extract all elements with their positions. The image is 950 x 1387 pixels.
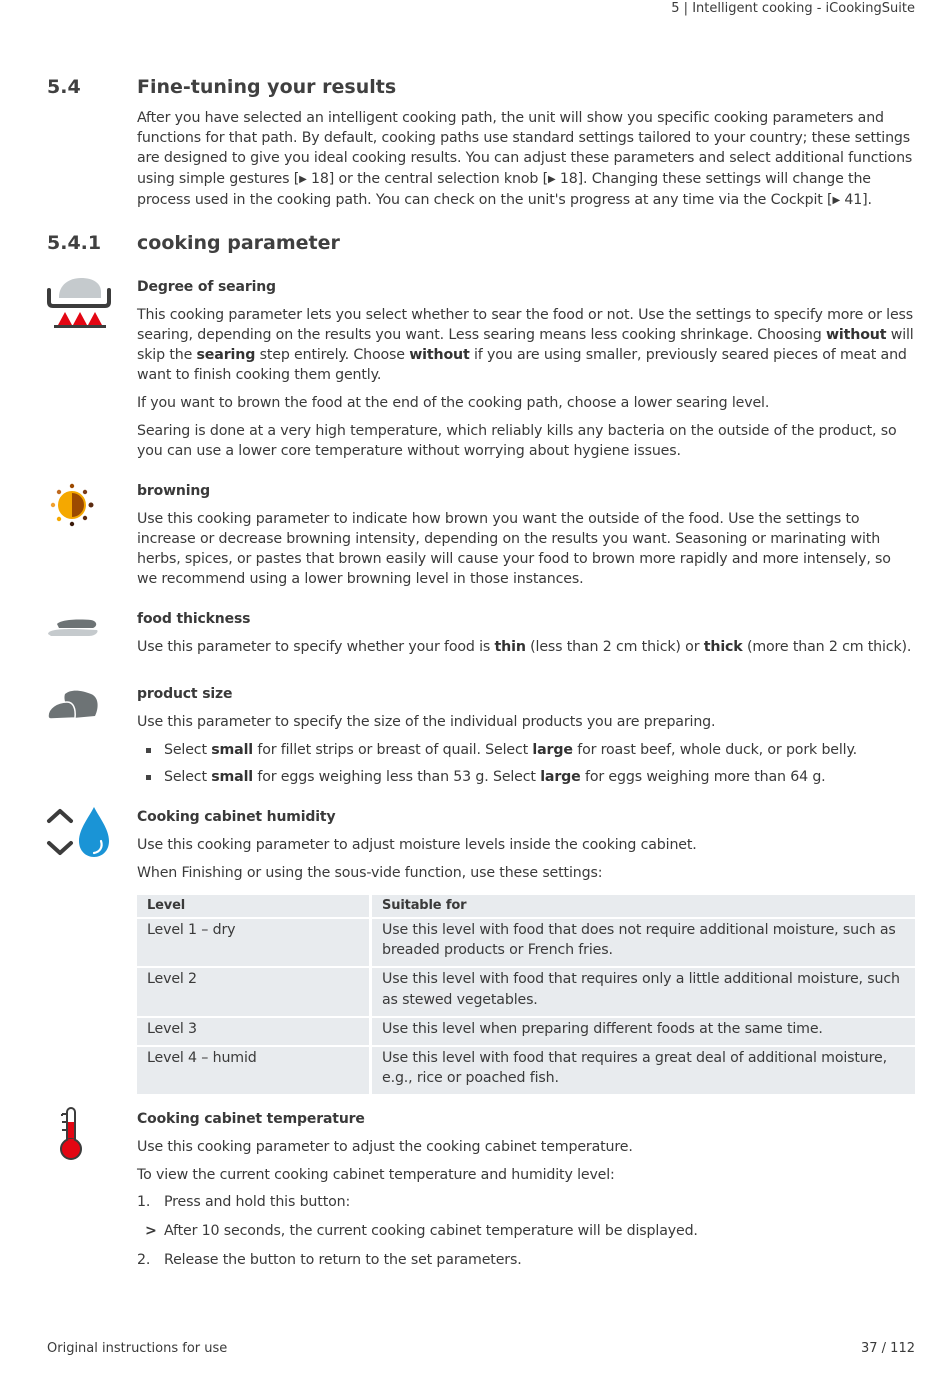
- page-number: 37 / 112: [861, 1341, 915, 1356]
- product-size-title: product size: [137, 686, 233, 702]
- food-thickness-icon: [45, 616, 101, 642]
- browning-title: browning: [137, 483, 211, 499]
- humidity-paragraph-1: Use this cooking parameter to adjust moisture levels inside the cooking cabinet.: [137, 836, 697, 853]
- table-header-row: [137, 895, 915, 917]
- level-cell: Level 4 – humid: [137, 1047, 372, 1094]
- thickness-section: [137, 609, 915, 665]
- list-item: Select small for eggs weighing less than 53 g. Select large for eggs weighing more than 64 g.: [137, 767, 915, 787]
- level-cell: Level 2: [137, 968, 372, 1015]
- footer-document-title: Original instructions for use: [47, 1341, 228, 1356]
- searing-section: [137, 277, 915, 469]
- step-result: > After 10 seconds, the current cooking cabinet temperature will be displayed.: [145, 1223, 698, 1240]
- temperature-paragraph-2: To view the current cooking cabinet temperature and humidity level:: [137, 1166, 615, 1183]
- subsection-title: cooking parameter: [137, 232, 340, 254]
- humidity-levels-table: [137, 893, 915, 1096]
- thickness-title: food thickness: [137, 611, 251, 627]
- humidity-section: [137, 807, 915, 890]
- temperature-steps: [137, 1192, 915, 1270]
- column-header-suitable-for: Suitable for: [372, 895, 915, 917]
- table-row: [137, 919, 915, 966]
- searing-paragraph-2: If you want to brown the food at the end of the cooking path, choose a lower searing level.: [137, 395, 770, 412]
- column-header-level: Level: [137, 895, 372, 917]
- suitable-for-cell: Use this level with food that requires only a little additional moisture, such as stewed vegetables.: [372, 968, 915, 1015]
- page-reference-icon[interactable]: ▶: [299, 173, 307, 185]
- subsection-number: 5.4.1: [47, 232, 102, 254]
- searing-title: Degree of searing: [137, 279, 276, 295]
- table-row: [137, 968, 915, 1015]
- humidity-paragraph-2: When Finishing or using the sous-vide function, use these settings:: [137, 864, 603, 881]
- step-item: 2. Release the button to return to the set parameters.: [137, 1252, 522, 1269]
- browning-icon: [45, 480, 101, 536]
- page-reference-icon[interactable]: ▶: [547, 173, 556, 185]
- table-row: [137, 1018, 915, 1045]
- humidity-title: Cooking cabinet humidity: [137, 809, 336, 825]
- suitable-for-cell: Use this level with food that requires a great deal of additional moisture, e.g., rice or poached fish.: [372, 1047, 915, 1094]
- table-row: [137, 1047, 915, 1094]
- thermometer-icon: [56, 1106, 86, 1162]
- temperature-title: Cooking cabinet temperature: [137, 1111, 365, 1127]
- step-item: 1. Press and hold this button:: [137, 1194, 351, 1211]
- suitable-for-cell: Use this level with food that does not require additional moisture, such as breaded products or French fries.: [372, 919, 915, 966]
- section-number: 5.4: [47, 76, 81, 98]
- thickness-paragraph: Use this parameter to specify whether your food is thin (less than 2 cm thick) or thick (more than 2 cm thick).: [137, 638, 912, 655]
- running-header: 5 | Intelligent cooking - iCookingSuite: [671, 1, 915, 16]
- humidity-icon: [45, 805, 115, 861]
- page-reference-icon[interactable]: ▶: [832, 194, 840, 206]
- page-link[interactable]: 18]. Changing these settings will change the process used in the cooking path. You can check on the unit's progress at any time via the Cockpit [: [137, 170, 871, 208]
- list-item: Select small for fillet strips or breast of quail. Select large for roast beef, whole duck, or pork belly.: [137, 740, 915, 760]
- product-size-paragraph: Use this parameter to specify the size of the individual products you are preparing.: [137, 713, 716, 730]
- product-size-list: [137, 740, 915, 788]
- page-link[interactable]: 18] or the central selection knob [: [311, 170, 548, 187]
- suitable-for-cell: Use this level when preparing different foods at the same time.: [372, 1018, 915, 1045]
- browning-paragraph: Use this cooking parameter to indicate how brown you want the outside of the food. Use the settings to increase or decrease browning intensity, depending on the results you want. Seasoning or marinating with herbs, spices, or pastes that brown easily will cause your food to brown more rapidly and more intensely, so we recommend using a lower browning level in those instances.: [137, 510, 891, 588]
- product-size-section: [137, 684, 915, 795]
- browning-section: [137, 481, 915, 597]
- searing-paragraph-1: This cooking parameter lets you select whether to sear the food or not. Use the settings to specify more or less searing, depending on the results you want. Less searing means less cooking shrinkage. Choosing without will skip the searing step entirely. Choose without if you are using smaller, previously seared pieces of meat and want to finish cooking them gently.: [137, 306, 914, 384]
- level-cell: Level 3: [137, 1018, 372, 1045]
- searing-paragraph-3: Searing is done at a very high temperature, which reliably kills any bacteria on the outside of the product, so you can use a lower core temperature without worrying about hygiene issues.: [137, 422, 897, 460]
- section-intro: After you have selected an intelligent cooking path, the unit will show you specific cooking parameters and functions for that path. By default, cooking paths use standard settings tailored to your country; these settings are designed to give you ideal cooking results. You can adjust these parameters and select additional functions using simple gestures [▶ 18] or the central selection knob [▶ 18]. Changing these settings will change the process used in the cooking path. You can check on the unit's progress at any time via the Cockpit [▶ 41].: [137, 110, 913, 208]
- temperature-section: [137, 1109, 915, 1279]
- searing-icon: [45, 275, 115, 331]
- level-cell: Level 1 – dry: [137, 919, 372, 966]
- section-title: Fine-tuning your results: [137, 76, 397, 98]
- page-link[interactable]: 41].: [844, 191, 872, 208]
- product-size-icon: [45, 688, 101, 722]
- temperature-paragraph-1: Use this cooking parameter to adjust the cooking cabinet temperature.: [137, 1138, 633, 1155]
